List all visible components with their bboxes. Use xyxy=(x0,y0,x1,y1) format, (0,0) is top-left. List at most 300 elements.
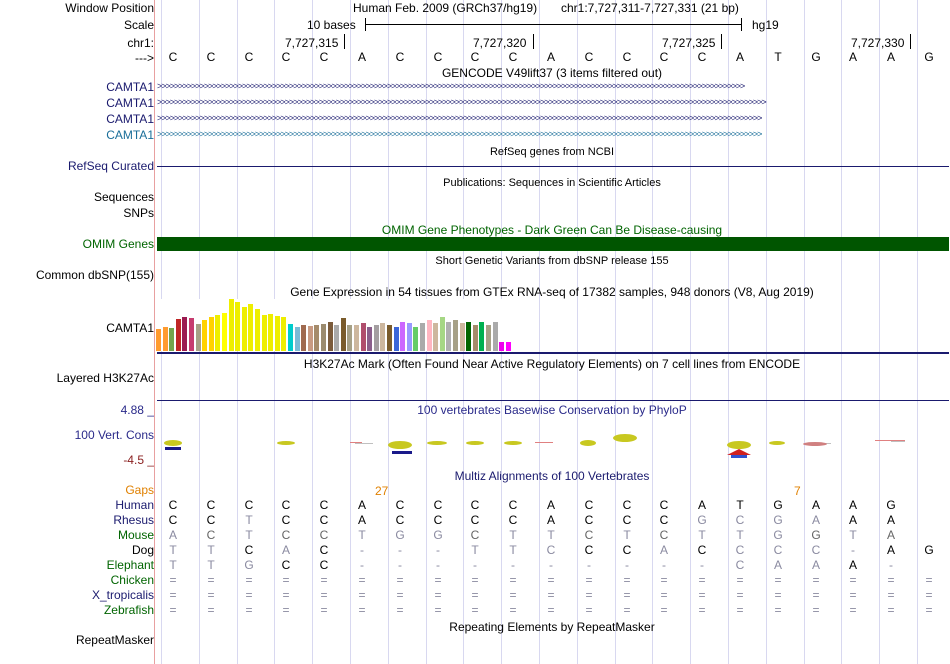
alignment-base: G xyxy=(244,558,254,572)
alignment-base: C xyxy=(546,543,556,557)
alignment-base: T xyxy=(207,543,215,557)
gtex-tissue-bar[interactable] xyxy=(420,323,425,351)
alignment-base: = xyxy=(245,588,253,602)
track-label-gaps: Gaps xyxy=(125,483,154,497)
alignment-base: C xyxy=(395,513,405,527)
gtex-tissue-bar[interactable] xyxy=(215,315,220,351)
gtex-tissue-bar[interactable] xyxy=(354,325,359,351)
alignment-base: A xyxy=(697,498,706,512)
alignment-base: = xyxy=(320,588,328,602)
alignment-base: A xyxy=(773,558,782,572)
alignment-base: = xyxy=(774,603,782,617)
alignment-base: = xyxy=(282,588,290,602)
alignment-base: = xyxy=(245,603,253,617)
species-chicken: Chicken xyxy=(110,573,154,587)
gtex-tissue-bar[interactable] xyxy=(321,324,326,351)
track-label-omim[interactable]: OMIM Genes xyxy=(82,237,154,251)
reference-base: C xyxy=(659,50,669,64)
gtex-baseline xyxy=(157,352,949,354)
alignment-base: A xyxy=(357,498,366,512)
refseq-track-title: RefSeq genes from NCBI xyxy=(489,146,615,158)
alignment-base: C xyxy=(168,513,178,527)
reference-base: C xyxy=(244,50,254,64)
cons-min-label: -4.5 _ xyxy=(123,453,154,467)
alignment-base: C xyxy=(584,498,594,512)
alignment-base: C xyxy=(508,513,518,527)
alignment-base: G xyxy=(886,498,896,512)
alignment-base: C xyxy=(584,528,594,542)
alignment-base: A xyxy=(886,528,895,542)
track-label-camta1-2[interactable]: CAMTA1 xyxy=(106,96,154,110)
alignment-base: C xyxy=(811,543,821,557)
reference-base: A xyxy=(546,50,555,64)
cons-max-label: 4.88 _ xyxy=(120,403,154,417)
alignment-base: = xyxy=(887,603,895,617)
species-mouse: Mouse xyxy=(117,528,154,542)
alignment-base: = xyxy=(320,603,328,617)
alignment-base: - xyxy=(662,558,666,572)
alignment-base: = xyxy=(320,573,328,587)
alignment-base: = xyxy=(547,603,555,617)
alignment-base: = xyxy=(207,603,215,617)
gtex-tissue-bar[interactable] xyxy=(334,325,339,351)
alignment-base: T xyxy=(169,558,177,572)
strand-arrow-label: ---> xyxy=(135,51,154,65)
alignment-base: - xyxy=(700,558,704,572)
alignment-base: = xyxy=(812,573,820,587)
omim-track-title: OMIM Gene Phenotypes - Dark Green Can Be Disease-causing xyxy=(381,223,723,237)
coord-7727330: 7,727,330 xyxy=(851,36,905,50)
alignment-base: = xyxy=(471,588,479,602)
gtex-tissue-bar[interactable] xyxy=(262,315,267,351)
alignment-base: G xyxy=(433,528,443,542)
alignment-base: = xyxy=(585,603,593,617)
reference-base: C xyxy=(281,50,291,64)
gtex-tissue-bar[interactable] xyxy=(486,325,491,351)
track-label-camta1-3[interactable]: CAMTA1 xyxy=(106,112,154,126)
alignment-base: G xyxy=(395,528,405,542)
gtex-tissue-bar[interactable] xyxy=(460,323,465,351)
gtex-tissue-bar[interactable] xyxy=(268,314,273,351)
alignment-base: = xyxy=(207,588,215,602)
reference-base: T xyxy=(774,50,782,64)
track-label-100-vert-cons[interactable]: 100 Vert. Cons xyxy=(74,428,154,442)
gap-count-27: 27 xyxy=(375,484,389,498)
gtex-tissue-bar[interactable] xyxy=(453,320,458,351)
db-label: hg19 xyxy=(752,18,779,32)
alignment-base: C xyxy=(735,558,745,572)
alignment-base: = xyxy=(434,603,442,617)
gtex-tissue-bar[interactable] xyxy=(189,318,194,351)
gencode-feature-1[interactable]: >>>>>>>>>>>>>>>>>>>>>>>>>>>>>>>>>>>>>>>>>>>>>>>>>>>>>>>>>>>>>>>>>>>>>>>>>>>>>>>>>>>>>>>>>>>>>>>>>>>>>>>>>>>>>>>>>>>>>>>>>>>>>>>>>>>>>>>>>> xyxy=(157,82,745,91)
phylop-track-title: 100 vertebrates Basewise Conservation by PhyloP xyxy=(417,403,687,417)
alignment-base: = xyxy=(471,573,479,587)
alignment-base: C xyxy=(773,543,783,557)
alignment-base: = xyxy=(698,588,706,602)
alignment-base: = xyxy=(925,573,933,587)
gtex-tissue-bar[interactable] xyxy=(163,327,168,351)
alignment-base: C xyxy=(584,513,594,527)
alignment-base: C xyxy=(319,528,329,542)
omim-feature[interactable] xyxy=(157,237,949,251)
coord-tick-3 xyxy=(721,34,722,49)
alignment-base: = xyxy=(849,573,857,587)
alignment-base: C xyxy=(206,498,216,512)
alignment-base: = xyxy=(623,573,631,587)
alignment-base: C xyxy=(319,543,329,557)
alignment-base: A xyxy=(168,528,177,542)
species-alignment[interactable] xyxy=(155,498,950,618)
gap-count-7: 7 xyxy=(794,484,801,498)
scale-bar-label: 10 bases xyxy=(307,18,356,32)
chrom-label: chr1: xyxy=(127,36,154,50)
coord-tick-2 xyxy=(533,34,534,49)
alignment-base: = xyxy=(925,603,933,617)
scale-bar-right-tick xyxy=(741,18,742,31)
species-rhesus: Rhesus xyxy=(113,513,154,527)
alignment-base: C xyxy=(206,528,216,542)
alignment-base: G xyxy=(811,528,821,542)
alignment-base: = xyxy=(585,573,593,587)
gtex-tissue-bar[interactable] xyxy=(308,326,313,351)
alignment-base: = xyxy=(358,603,366,617)
alignment-base: C xyxy=(508,498,518,512)
alignment-base: = xyxy=(736,588,744,602)
alignment-base: T xyxy=(698,528,706,542)
alignment-base: G xyxy=(924,543,934,557)
alignment-base: C xyxy=(584,543,594,557)
alignment-base: C xyxy=(281,498,291,512)
alignment-base: G xyxy=(773,513,783,527)
alignment-base: = xyxy=(169,573,177,587)
alignment-base: = xyxy=(509,588,517,602)
repeatmasker-track-title: Repeating Elements by RepeatMasker xyxy=(449,620,655,634)
alignment-base: = xyxy=(434,573,442,587)
track-labels-panel xyxy=(0,0,154,664)
alignment-base: = xyxy=(812,588,820,602)
dbsnp-track-title: Short Genetic Variants from dbSNP release 155 xyxy=(435,255,669,267)
alignment-base: T xyxy=(736,528,744,542)
alignment-base: = xyxy=(358,573,366,587)
alignment-base: = xyxy=(282,603,290,617)
species-human: Human xyxy=(115,498,154,512)
alignment-base: = xyxy=(623,603,631,617)
alignment-base: = xyxy=(887,588,895,602)
reference-base: C xyxy=(206,50,216,64)
alignment-base: C xyxy=(470,498,480,512)
alignment-base: G xyxy=(773,528,783,542)
alignment-base: = xyxy=(245,573,253,587)
alignment-base: = xyxy=(698,573,706,587)
gtex-tissue-bar[interactable] xyxy=(275,316,280,351)
alignment-base: C xyxy=(622,498,632,512)
alignment-base: C xyxy=(470,513,480,527)
gtex-tissue-bar[interactable] xyxy=(466,322,471,351)
gtex-tissue-bar[interactable] xyxy=(209,317,214,351)
gtex-tissue-bar[interactable] xyxy=(328,322,333,351)
gtex-tissue-bar[interactable] xyxy=(473,325,478,351)
alignment-base: = xyxy=(509,603,517,617)
gtex-tissue-bar[interactable] xyxy=(400,322,405,351)
alignment-base: A xyxy=(848,498,857,512)
alignment-base: = xyxy=(207,573,215,587)
alignment-base: A xyxy=(886,513,895,527)
alignment-base: C xyxy=(281,528,291,542)
gtex-tissue-bar[interactable] xyxy=(493,322,498,351)
alignment-base: A xyxy=(546,513,555,527)
gtex-tissue-bar[interactable] xyxy=(242,307,247,351)
gtex-tissue-bar[interactable] xyxy=(387,325,392,351)
alignment-base: C xyxy=(433,498,443,512)
gtex-tissue-bar[interactable] xyxy=(394,327,399,351)
refseq-feature[interactable] xyxy=(157,166,949,167)
alignment-base: C xyxy=(244,543,254,557)
track-label-refseq[interactable]: RefSeq Curated xyxy=(67,159,154,173)
gtex-tissue-bar[interactable] xyxy=(367,327,372,351)
alignment-base: - xyxy=(851,543,855,557)
gtex-tissue-bar[interactable] xyxy=(506,342,511,351)
species-elephant: Elephant xyxy=(106,558,154,572)
track-label-repeatmasker[interactable]: RepeatMasker xyxy=(75,633,154,647)
alignment-base: C xyxy=(735,513,745,527)
gtex-tissue-bar[interactable] xyxy=(361,323,366,351)
alignment-base: = xyxy=(736,603,744,617)
alignment-base: = xyxy=(169,603,177,617)
alignment-base: - xyxy=(625,558,629,572)
alignment-base: C xyxy=(281,513,291,527)
coord-7727315: 7,727,315 xyxy=(285,36,339,50)
reference-base: C xyxy=(470,50,480,64)
alignment-base: A xyxy=(848,513,857,527)
alignment-base: = xyxy=(660,603,668,617)
alignment-base: - xyxy=(436,543,440,557)
alignment-base: T xyxy=(169,543,177,557)
h3k27ac-baseline xyxy=(157,400,949,401)
scale-bar xyxy=(365,24,741,25)
alignment-base: C xyxy=(659,498,669,512)
gtex-tissue-bar[interactable] xyxy=(427,320,432,351)
gtex-tissue-bar[interactable] xyxy=(196,324,201,351)
alignment-base: T xyxy=(736,498,744,512)
coord-tick-4 xyxy=(910,34,911,49)
alignment-base: T xyxy=(358,528,366,542)
alignment-base: A xyxy=(811,513,820,527)
gtex-tissue-bar[interactable] xyxy=(407,323,412,351)
alignment-base: C xyxy=(735,543,745,557)
alignment-base: C xyxy=(319,498,329,512)
gtex-tissue-bar[interactable] xyxy=(446,322,451,351)
reference-base: G xyxy=(811,50,821,64)
reference-base: A xyxy=(735,50,744,64)
gtex-tissue-bar[interactable] xyxy=(229,299,234,351)
gencode-track-title: GENCODE V49lift37 (3 items filtered out) xyxy=(441,66,663,80)
track-label-sequences[interactable]: Sequences xyxy=(93,190,154,204)
gtex-tissue-bar[interactable] xyxy=(182,317,187,351)
species-zebrafish: Zebrafish xyxy=(103,603,154,617)
reference-base: C xyxy=(584,50,594,64)
reference-base: C xyxy=(168,50,178,64)
alignment-base: = xyxy=(774,573,782,587)
track-label-dbsnp[interactable]: Common dbSNP(155) xyxy=(35,268,154,282)
alignment-base: A xyxy=(546,498,555,512)
coord-7727320: 7,727,320 xyxy=(473,36,527,50)
alignment-base: = xyxy=(434,588,442,602)
alignment-base: = xyxy=(623,588,631,602)
gencode-feature-3[interactable]: >>>>>>>>>>>>>>>>>>>>>>>>>>>>>>>>>>>>>>>>>>>>>>>>>>>>>>>>>>>>>>>>>>>>>>>>>>>>>>>>>>>>>>>>>>>>>>>>>>>>>>>>>>>>>>>>>>>>>>>>>>>>>>>>>>>>>>>>>>>>>> xyxy=(157,114,762,123)
alignment-base: T xyxy=(207,558,215,572)
alignment-base: = xyxy=(169,588,177,602)
species-dog: Dog xyxy=(131,543,154,557)
reference-base: C xyxy=(319,50,329,64)
publications-track-title: Publications: Sequences in Scientific Articles xyxy=(443,177,661,189)
coord-tick-1 xyxy=(344,34,345,49)
gtex-tissue-bar[interactable] xyxy=(295,327,300,351)
gtex-tissue-bar[interactable] xyxy=(156,329,161,351)
alignment-base: C xyxy=(319,558,329,572)
alignment-base: T xyxy=(547,528,555,542)
alignment-base: = xyxy=(585,588,593,602)
gtex-tissue-bar[interactable] xyxy=(301,325,306,351)
reference-base: C xyxy=(697,50,707,64)
alignment-base: = xyxy=(736,573,744,587)
alignment-base: = xyxy=(396,573,404,587)
alignment-base: T xyxy=(509,543,517,557)
species-x-tropicalis: X_tropicalis xyxy=(91,588,154,602)
assembly-title: Human Feb. 2009 (GRCh37/hg19) xyxy=(353,1,538,15)
h3k27ac-track-title: H3K27Ac Mark (Often Found Near Active Regulatory Elements) on 7 cell lines from ENCODE xyxy=(303,357,801,371)
alignment-base: T xyxy=(623,528,631,542)
alignment-base: A xyxy=(659,543,668,557)
gtex-tissue-bar[interactable] xyxy=(413,327,418,351)
alignment-base: = xyxy=(698,603,706,617)
gtex-tissue-bar[interactable] xyxy=(440,317,445,351)
alignment-base: = xyxy=(396,588,404,602)
gtex-tissue-bar[interactable] xyxy=(288,324,293,351)
alignment-base: C xyxy=(206,513,216,527)
alignment-base: C xyxy=(395,498,405,512)
alignment-base: = xyxy=(812,603,820,617)
alignment-base: - xyxy=(398,543,402,557)
reference-base: G xyxy=(924,50,934,64)
reference-sequence xyxy=(155,50,950,64)
alignment-base: = xyxy=(471,603,479,617)
gtex-tissue-bar[interactable] xyxy=(281,317,286,351)
alignment-base: = xyxy=(887,573,895,587)
multiz-track-title: Multiz Alignments of 100 Vertebrates xyxy=(454,469,650,483)
alignment-base: C xyxy=(319,513,329,527)
reference-base: A xyxy=(886,50,895,64)
phylop-conservation-plot[interactable] xyxy=(155,425,950,465)
reference-base: C xyxy=(395,50,405,64)
alignment-base: A xyxy=(357,513,366,527)
alignment-base: - xyxy=(511,558,515,572)
gtex-tissue-bar[interactable] xyxy=(248,304,253,351)
coord-7727325: 7,727,325 xyxy=(662,36,716,50)
genome-browser-tracks[interactable] xyxy=(155,0,950,664)
alignment-base: G xyxy=(773,498,783,512)
alignment-base: T xyxy=(471,543,479,557)
alignment-base: C xyxy=(697,543,707,557)
alignment-base: - xyxy=(587,558,591,572)
alignment-base: C xyxy=(433,513,443,527)
gtex-tissue-bar[interactable] xyxy=(341,318,346,351)
alignment-base: C xyxy=(622,513,632,527)
gtex-tissue-bar[interactable] xyxy=(374,325,379,351)
alignment-base: = xyxy=(358,588,366,602)
alignment-base: C xyxy=(470,528,480,542)
gtex-tissue-bar[interactable] xyxy=(380,323,385,351)
alignment-base: = xyxy=(849,603,857,617)
gencode-feature-4[interactable]: >>>>>>>>>>>>>>>>>>>>>>>>>>>>>>>>>>>>>>>>>>>>>>>>>>>>>>>>>>>>>>>>>>>>>>>>>>>>>>>>>>>>>>>>>>>>>>>>>>>>>>>>>>>>>>>>>>>>>>>>>>>>>>>>>>>>>>>>>>>>>> xyxy=(157,130,762,139)
alignment-base: T xyxy=(245,528,253,542)
gtex-tissue-bar[interactable] xyxy=(255,309,260,351)
gtex-tissue-bar[interactable] xyxy=(235,302,240,351)
reference-base: A xyxy=(848,50,857,64)
alignment-base: C xyxy=(244,498,254,512)
alignment-base: A xyxy=(886,543,895,557)
alignment-base: = xyxy=(849,588,857,602)
gtex-track-title: Gene Expression in 54 tissues from GTEx RNA-seq of 17382 samples, 948 donors (V8, Aug 2019) xyxy=(290,285,814,299)
track-label-camta1-4[interactable]: CAMTA1 xyxy=(106,128,154,142)
reference-base: C xyxy=(508,50,518,64)
alignment-base: A xyxy=(811,498,820,512)
alignment-base: = xyxy=(660,573,668,587)
alignment-base: G xyxy=(697,513,707,527)
alignment-base: - xyxy=(360,543,364,557)
alignment-base: - xyxy=(360,558,364,572)
alignment-base: = xyxy=(925,588,933,602)
gtex-tissue-bar[interactable] xyxy=(176,319,181,351)
alignment-base: C xyxy=(281,558,291,572)
alignment-base: T xyxy=(245,513,253,527)
alignment-base: - xyxy=(398,558,402,572)
alignment-base: = xyxy=(547,588,555,602)
alignment-base: C xyxy=(659,528,669,542)
alignment-base: - xyxy=(889,558,893,572)
alignment-base: - xyxy=(436,558,440,572)
gtex-tissue-bar[interactable] xyxy=(222,313,227,351)
track-label-gtex[interactable]: CAMTA1 xyxy=(106,321,154,335)
gtex-tissue-bar[interactable] xyxy=(479,322,484,351)
gencode-feature-2[interactable]: >>>>>>>>>>>>>>>>>>>>>>>>>>>>>>>>>>>>>>>>>>>>>>>>>>>>>>>>>>>>>>>>>>>>>>>>>>>>>>>>>>>>>>>>>>>>>>>>>>>>>>>>>>>>>>>>>>>>>>>>>>>>>>>>>>>>>>>>>>>>>>> xyxy=(157,98,766,107)
scale-bar-left-tick xyxy=(365,18,366,31)
reference-base: C xyxy=(622,50,632,64)
alignment-base: = xyxy=(547,573,555,587)
gtex-tissue-bar[interactable] xyxy=(314,325,319,351)
gtex-expression-plot[interactable] xyxy=(155,299,535,351)
alignment-base: - xyxy=(473,558,477,572)
reference-base: C xyxy=(433,50,443,64)
scale-label: Scale xyxy=(123,18,154,32)
alignment-base: = xyxy=(660,588,668,602)
gtex-tissue-bar[interactable] xyxy=(202,320,207,351)
alignment-base: C xyxy=(622,543,632,557)
track-label-camta1-1[interactable]: CAMTA1 xyxy=(106,80,154,94)
gtex-tissue-bar[interactable] xyxy=(433,323,438,351)
window-position-label: Window Position xyxy=(65,1,154,15)
alignment-base: C xyxy=(168,498,178,512)
gtex-tissue-bar[interactable] xyxy=(499,342,504,351)
reference-base: A xyxy=(357,50,366,64)
alignment-base: - xyxy=(549,558,553,572)
track-label-layered-h3k27ac[interactable]: Layered H3K27Ac xyxy=(56,371,154,385)
gtex-tissue-bar[interactable] xyxy=(347,325,352,351)
alignment-base: T xyxy=(849,528,857,542)
alignment-base: A xyxy=(281,543,290,557)
alignment-base: = xyxy=(396,603,404,617)
gtex-tissue-bar[interactable] xyxy=(169,328,174,351)
track-label-snps[interactable]: SNPs xyxy=(123,206,154,220)
